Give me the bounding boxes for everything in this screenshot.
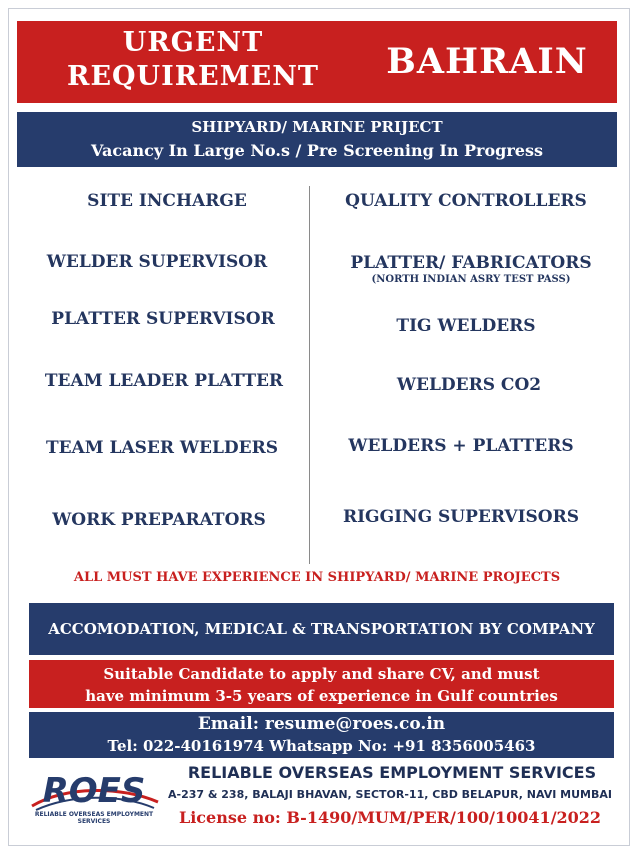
vacancy-status: Vacancy In Large No.s / Pre Screening In Progress	[91, 141, 543, 160]
position-right-3: TIG WELDERS	[396, 316, 536, 336]
contact-banner	[29, 712, 614, 758]
contact-email: Email: resume@roes.co.in	[197, 714, 446, 734]
position-right-2-title: PLATTER/ FABRICATORS	[350, 253, 592, 273]
company-address: A-237 & 238, BALAJI BHAVAN, SECTOR-11, CBD BELAPUR, NAVI MUMBAI	[167, 788, 612, 801]
urgent-line-2: REQUIREMENT	[67, 61, 319, 92]
country-title: BAHRAIN	[386, 41, 588, 82]
benefits-banner: ACCOMODATION, MEDICAL & TRANSPORTATION BY COMPANY	[29, 603, 614, 655]
position-right-6: RIGGING SUPERVISORS	[342, 507, 580, 527]
position-left-3: PLATTER SUPERVISOR	[51, 309, 275, 329]
position-right-2-note: (NORTH INDIAN ASRY TEST PASS)	[371, 274, 571, 285]
position-left-4: TEAM LEADER PLATTER	[44, 371, 284, 391]
project-banner	[17, 112, 617, 167]
position-left-6: WORK PREPARATORS	[52, 510, 266, 530]
position-left-5: TEAM LASER WELDERS	[45, 438, 279, 458]
experience-note: ALL MUST HAVE EXPERIENCE IN SHIPYARD/ MARINE PROJECTS	[73, 570, 561, 585]
urgent-title	[34, 21, 352, 94]
license-number: License no: B-1490/MUM/PER/100/10041/2022	[178, 808, 602, 827]
position-right-2	[321, 253, 621, 285]
position-left-2: WELDER SUPERVISOR	[46, 252, 268, 272]
apply-line-2: have minimum 3-5 years of experience in Gulf countries	[85, 687, 558, 705]
apply-banner	[29, 660, 614, 708]
company-name: RELIABLE OVERSEAS EMPLOYMENT SERVICES	[187, 763, 597, 782]
urgent-line-1: URGENT	[122, 27, 264, 58]
project-type: SHIPYARD/ MARINE PRIJECT	[191, 118, 443, 136]
logo-text: ROES	[42, 771, 146, 811]
logo-subtitle: RELIABLE OVERSEAS EMPLOYMENT SERVICES	[34, 811, 154, 825]
position-right-5: WELDERS + PLATTERS	[348, 436, 574, 456]
position-right-4: WELDERS CO2	[396, 375, 542, 395]
position-right-1: QUALITY CONTROLLERS	[345, 191, 587, 211]
position-left-1: SITE INCHARGE	[87, 191, 247, 211]
header-banner	[17, 21, 617, 103]
apply-line-1: Suitable Candidate to apply and share CV, and must	[103, 665, 540, 683]
contact-phones: Tel: 022-40161974 Whatsapp No: +91 8356005463	[107, 737, 536, 755]
